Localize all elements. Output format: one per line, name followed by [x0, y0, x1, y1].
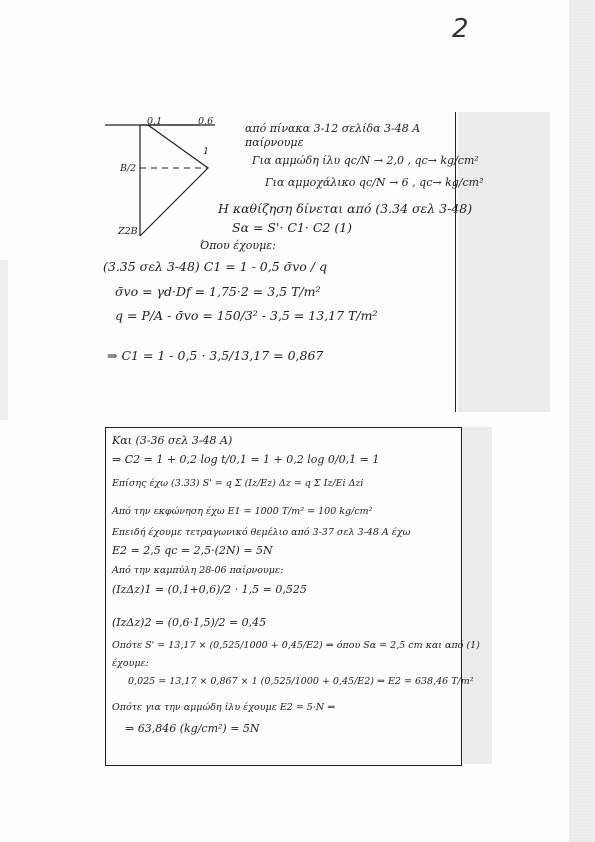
diagram-label-mid-left: B/2	[120, 163, 137, 174]
equation-line: Επίσης έχω (3.33) S' = q Σ (Iz/Ez) Δz = q Σ Iz/Ei Δzi	[112, 478, 364, 489]
page-number: 2	[452, 14, 469, 44]
equation-line: (3.35 σελ 3-48) C1 = 1 - 0,5 σ̄vo / q	[103, 259, 327, 274]
equation-line: E2 = 2,5 qc = 2,5·(2N) = 5N	[112, 544, 273, 557]
diagram-label-bottom-left: Z2B	[118, 226, 138, 237]
diagram-influence-curve	[140, 125, 208, 236]
text-line: παίρνουμε	[245, 136, 304, 149]
equation-line: (IzΔz)1 = (0,1+0,6)/2 · 1,5 = 0,525	[112, 583, 307, 596]
text-line: Επειδή έχουμε τετραγωνικό θεμέλιο από 3-37 σελ 3-48 Α έχω	[112, 527, 411, 538]
equation-line: Sα = S'· C1· C2 (1)	[232, 220, 353, 235]
text-line: Για αμμώδη ίλυ qc/N → 2,0 , qc→ kg/cm²	[252, 154, 479, 167]
bottom-hatch-artifact	[462, 427, 492, 764]
text-line: Οπότε για την αμμώδη ίλυ έχουμε E2 = 5·N ⇒	[112, 702, 336, 713]
scan-left-artifact	[0, 260, 8, 420]
diagram-label-top-left: 0,1	[147, 116, 163, 127]
text-line: Για αμμοχάλικο qc/N → 6 , qc→ kg/cm²	[265, 176, 484, 189]
text-line: Από την εκφώνηση έχω E1 = 1000 T/m² = 100 kg/cm²	[112, 506, 373, 517]
equation-line: q = P/A - σ̄vo = 150/3² - 3,5 = 13,17 T/m²	[115, 308, 378, 323]
diagram-label-top-right: 0,6	[198, 116, 214, 127]
equation-line: ⇒ 63,846 (kg/cm²) = 5N	[125, 722, 260, 735]
text-line: έχουμε:	[112, 658, 149, 669]
text-line: Και (3-36 σελ 3-48 Α)	[112, 434, 233, 447]
equation-line: σ̄vo = γd·Df = 1,75·2 = 3,5 T/m²	[115, 284, 321, 299]
equation-line: 0,025 = 13,17 × 0,867 × 1 (0,525/1000 + 0,45/E2) ⇒ E2 = 638,46 T/m²	[128, 676, 474, 687]
text-line: Από την καμπύλη 28-06 παίρνουμε:	[112, 565, 284, 576]
equation-line: ⇒ C1 = 1 - 0,5 · 3,5/13,17 = 0,867	[107, 348, 324, 363]
diagram-label-right: 1	[203, 146, 210, 157]
equation-line: (IzΔz)2 = (0,6·1,5)/2 = 0,45	[112, 616, 267, 629]
scan-edge-artifact	[569, 0, 595, 842]
text-line: Η καθίζηση δίνεται από (3.34 σελ 3-48)	[218, 201, 473, 216]
equation-line: Οπότε S' = 13,17 × (0,525/1000 + 0,45/E2) ⇒ όπου Sα = 2,5 cm και από (1)	[112, 640, 480, 651]
text-line: Όπου έχουμε:	[200, 239, 276, 252]
equation-line: ⇒ C2 = 1 + 0,2 log t/0,1 = 1 + 0,2 log 0/0,1 = 1	[112, 453, 380, 466]
text-line: από πίνακα 3-12 σελίδα 3-48 Α	[245, 122, 421, 135]
